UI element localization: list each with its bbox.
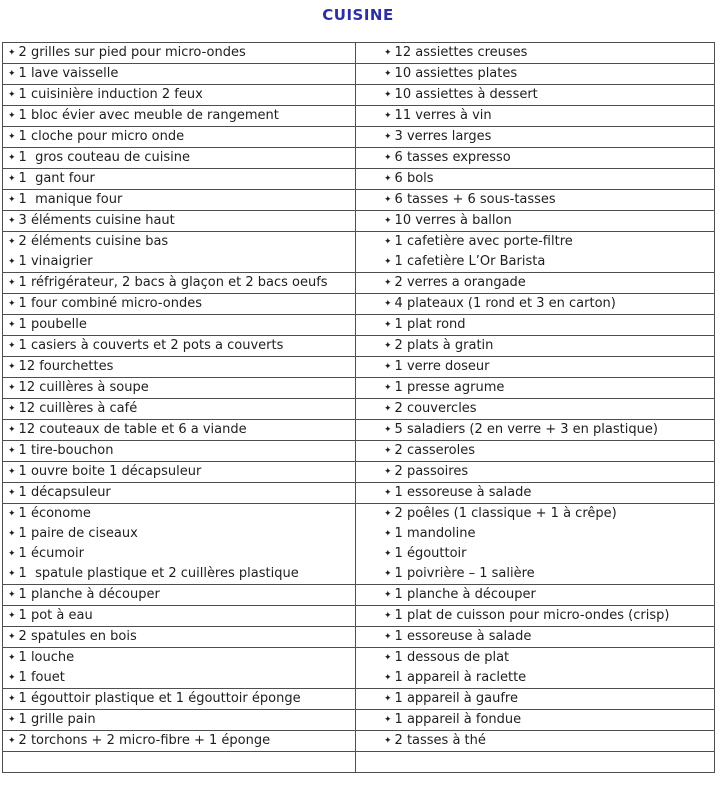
item-text: 1 essoreuse à salade: [394, 629, 532, 644]
bullet-icon: ✦: [8, 425, 16, 435]
item-text: 1 écumoir: [18, 546, 84, 561]
list-line: [8, 127, 355, 147]
bullet-icon: ✦: [8, 237, 16, 247]
bullet-icon: ✦: [8, 153, 16, 163]
table-row: [3, 483, 714, 504]
table-cell-left: [3, 399, 356, 419]
bullet-icon: ✦: [384, 488, 392, 498]
list-line: [8, 315, 355, 335]
table-cell-left: [3, 43, 356, 63]
table-cell-right: [356, 378, 714, 398]
bullet-icon: ✦: [8, 48, 16, 58]
item-text: 10 assiettes plates: [394, 66, 518, 81]
bullet-icon: ✦: [384, 257, 392, 267]
bullet-icon: ✦: [384, 341, 392, 351]
list-line: [8, 294, 355, 314]
item-text: 1 four combiné micro-ondes: [18, 296, 203, 311]
item-text: 2 plats à gratin: [394, 338, 494, 353]
bullet-icon: ✦: [8, 673, 16, 683]
bullet-icon: ✦: [384, 425, 392, 435]
list-line: [384, 148, 714, 168]
table-row: [3, 169, 714, 190]
item-text: 12 cuillères à soupe: [18, 380, 149, 395]
item-text: 2 tasses à thé: [394, 733, 486, 748]
list-line: [8, 483, 355, 503]
item-text: 1 appareil à fondue: [394, 712, 522, 727]
bullet-icon: ✦: [384, 174, 392, 184]
bullet-icon: ✦: [8, 174, 16, 184]
list-line: [8, 524, 355, 544]
table-cell-right: [356, 106, 714, 126]
table-row: [3, 273, 714, 294]
table-cell-left: [3, 752, 356, 772]
table-cell-left: [3, 483, 356, 503]
list-line: [384, 752, 714, 772]
list-line: [384, 420, 714, 440]
item-text: 1 louche: [18, 650, 75, 665]
item-text: 1 presse agrume: [394, 380, 505, 395]
table-cell-right: [356, 315, 714, 335]
list-line: [384, 315, 714, 335]
bullet-icon: ✦: [8, 111, 16, 121]
bullet-icon: ✦: [8, 90, 16, 100]
list-line: [384, 689, 714, 709]
bullet-icon: ✦: [384, 653, 392, 663]
table-cell-left: [3, 273, 356, 293]
list-line: [8, 399, 355, 419]
bullet-icon: ✦: [8, 216, 16, 226]
item-text: 1 plat de cuisson pour micro-ondes (crisp): [394, 608, 670, 623]
table-cell-left: [3, 85, 356, 105]
item-text: 1 manique four: [18, 192, 123, 207]
bullet-icon: ✦: [8, 715, 16, 725]
bullet-icon: ✦: [384, 320, 392, 330]
item-text: 1 ouvre boite 1 décapsuleur: [18, 464, 202, 479]
table-cell-right: [356, 85, 714, 105]
list-line: [8, 190, 355, 210]
item-text: 1 bloc évier avec meuble de rangement: [18, 108, 279, 123]
item-text: 1 gros couteau de cuisine: [18, 150, 191, 165]
list-line: [384, 441, 714, 461]
item-text: 1 planche à découper: [394, 587, 536, 602]
list-line: [8, 336, 355, 356]
table-row: [3, 399, 714, 420]
table-cell-left: [3, 232, 356, 272]
table-cell-right: [356, 148, 714, 168]
list-line: [384, 606, 714, 626]
table-cell-left: [3, 731, 356, 751]
bullet-icon: ✦: [384, 195, 392, 205]
table-cell-right: [356, 43, 714, 63]
table-cell-right: [356, 420, 714, 440]
list-line: [384, 211, 714, 231]
item-text: 1 tire-bouchon: [18, 443, 114, 458]
table-row: [3, 606, 714, 627]
table-cell-right: [356, 504, 714, 584]
table-cell-left: [3, 420, 356, 440]
list-line: [8, 420, 355, 440]
table-cell-left: [3, 648, 356, 688]
table-cell-right: [356, 483, 714, 503]
list-line: [8, 232, 355, 252]
bullet-icon: ✦: [8, 299, 16, 309]
list-line: [384, 564, 714, 584]
table-row: [3, 315, 714, 336]
item-text: 6 tasses + 6 sous-tasses: [394, 192, 556, 207]
table-row: [3, 731, 714, 752]
item-text: 2 passoires: [394, 464, 469, 479]
item-text: 1 planche à découper: [18, 587, 160, 602]
list-line: [384, 585, 714, 605]
table-cell-right: [356, 585, 714, 605]
list-line: [384, 106, 714, 126]
table-cell-left: [3, 127, 356, 147]
inventory-table: [2, 42, 715, 773]
table-row: [3, 211, 714, 232]
table-cell-left: [3, 441, 356, 461]
list-line: [384, 252, 714, 272]
bullet-icon: ✦: [8, 529, 16, 539]
bullet-icon: ✦: [8, 569, 16, 579]
item-text: 1 cuisinière induction 2 feux: [18, 87, 203, 102]
table-cell-left: [3, 294, 356, 314]
list-line: [384, 127, 714, 147]
bullet-icon: ✦: [8, 195, 16, 205]
bullet-icon: ✦: [8, 467, 16, 477]
table-cell-right: [356, 294, 714, 314]
item-text: 2 couvercles: [394, 401, 477, 416]
list-line: [384, 648, 714, 668]
table-cell-right: [356, 462, 714, 482]
list-line: [8, 504, 355, 524]
list-line: [384, 544, 714, 564]
list-line: [384, 64, 714, 84]
bullet-icon: ✦: [384, 529, 392, 539]
bullet-icon: ✦: [8, 278, 16, 288]
item-text: 2 spatules en bois: [18, 629, 137, 644]
list-line: [8, 544, 355, 564]
list-line: [8, 606, 355, 626]
table-cell-right: [356, 710, 714, 730]
list-line: [384, 504, 714, 524]
list-line: [8, 357, 355, 377]
item-text: 1 grille pain: [18, 712, 96, 727]
list-line: [8, 710, 355, 730]
bullet-icon: ✦: [8, 257, 16, 267]
table-row: [3, 585, 714, 606]
bullet-icon: ✦: [8, 404, 16, 414]
table-cell-left: [3, 190, 356, 210]
table-cell-right: [356, 64, 714, 84]
list-line: [8, 668, 355, 688]
list-line: [384, 273, 714, 293]
list-line: [384, 85, 714, 105]
bullet-icon: ✦: [8, 653, 16, 663]
item-text: 1 appareil à gaufre: [394, 691, 518, 706]
table-cell-left: [3, 378, 356, 398]
table-cell-left: [3, 585, 356, 605]
item-text: 2 verres a orangade: [394, 275, 526, 290]
bullet-icon: ✦: [384, 446, 392, 456]
table-row: [3, 336, 714, 357]
page-title: CUISINE: [322, 6, 394, 24]
list-line: [384, 357, 714, 377]
bullet-icon: ✦: [8, 488, 16, 498]
table-cell-left: [3, 504, 356, 584]
list-line: [384, 190, 714, 210]
item-text: 1 cafetière L’Or Barista: [394, 254, 546, 269]
list-line: [384, 294, 714, 314]
table-cell-right: [356, 731, 714, 751]
table-row: [3, 648, 714, 689]
table-row: [3, 106, 714, 127]
item-text: 1 gant four: [18, 171, 95, 186]
item-text: 10 verres à ballon: [394, 213, 512, 228]
item-text: 1 fouet: [18, 670, 65, 685]
item-text: 5 saladiers (2 en verre + 3 en plastique): [394, 422, 658, 437]
bullet-icon: ✦: [8, 632, 16, 642]
item-text: 1 cafetière avec porte-filtre: [394, 234, 573, 249]
table-row: [3, 627, 714, 648]
list-line: [384, 232, 714, 252]
list-line: [384, 169, 714, 189]
item-text: 11 verres à vin: [394, 108, 492, 123]
table-row: [3, 378, 714, 399]
table-cell-right: [356, 232, 714, 272]
table-cell-right: [356, 357, 714, 377]
list-line: [8, 106, 355, 126]
bullet-icon: ✦: [384, 549, 392, 559]
bullet-icon: ✦: [8, 549, 16, 559]
item-text: 10 assiettes à dessert: [394, 87, 538, 102]
item-text: 6 bols: [394, 171, 434, 186]
item-text: 1 appareil à raclette: [394, 670, 527, 685]
item-text: 1 égouttoir: [394, 546, 467, 561]
table-cell-left: [3, 211, 356, 231]
list-line: [384, 399, 714, 419]
list-line: [8, 43, 355, 63]
bullet-icon: ✦: [8, 590, 16, 600]
table-cell-right: [356, 336, 714, 356]
list-line: [384, 731, 714, 751]
list-line: [8, 378, 355, 398]
item-text: 12 fourchettes: [18, 359, 114, 374]
bullet-icon: ✦: [8, 383, 16, 393]
item-text: 2 casseroles: [394, 443, 476, 458]
item-text: 1 paire de ciseaux: [18, 526, 138, 541]
bullet-icon: ✦: [384, 111, 392, 121]
item-text: 2 grilles sur pied pour micro-ondes: [18, 45, 246, 60]
table-cell-left: [3, 627, 356, 647]
bullet-icon: ✦: [384, 736, 392, 746]
bullet-icon: ✦: [384, 383, 392, 393]
bullet-icon: ✦: [384, 48, 392, 58]
bullet-icon: ✦: [384, 694, 392, 704]
list-line: [384, 43, 714, 63]
table-row: [3, 148, 714, 169]
list-line: [8, 273, 355, 293]
list-line: [384, 483, 714, 503]
item-text: 1 économe: [18, 506, 91, 521]
item-text: 2 éléments cuisine bas: [18, 234, 169, 249]
table-cell-left: [3, 64, 356, 84]
list-line: [8, 85, 355, 105]
bullet-icon: ✦: [384, 153, 392, 163]
table-cell-left: [3, 336, 356, 356]
table-cell-left: [3, 169, 356, 189]
bullet-icon: ✦: [8, 611, 16, 621]
bullet-icon: ✦: [384, 216, 392, 226]
list-line: [8, 64, 355, 84]
table-cell-left: [3, 148, 356, 168]
item-text: 6 tasses expresso: [394, 150, 511, 165]
table-cell-left: [3, 710, 356, 730]
bullet-icon: ✦: [8, 694, 16, 704]
list-line: [8, 148, 355, 168]
bullet-icon: ✦: [384, 569, 392, 579]
table-row: [3, 64, 714, 85]
list-line: [8, 627, 355, 647]
item-text: 1 égouttoir plastique et 1 égouttoir éponge: [18, 691, 301, 706]
bullet-icon: ✦: [384, 90, 392, 100]
table-cell-right: [356, 273, 714, 293]
bullet-icon: ✦: [8, 446, 16, 456]
table-cell-right: [356, 127, 714, 147]
item-text: 12 couteaux de table et 6 a viande: [18, 422, 247, 437]
item-text: 1 mandoline: [394, 526, 476, 541]
item-text: 2 poêles (1 classique + 1 à crêpe): [394, 506, 617, 521]
bullet-icon: ✦: [8, 509, 16, 519]
list-line: [8, 752, 355, 772]
bullet-icon: ✦: [384, 590, 392, 600]
list-line: [8, 585, 355, 605]
bullet-icon: ✦: [384, 299, 392, 309]
list-line: [384, 378, 714, 398]
list-line: [384, 462, 714, 482]
table-row: [3, 85, 714, 106]
bullet-icon: ✦: [8, 320, 16, 330]
table-row: [3, 752, 714, 773]
table-cell-left: [3, 462, 356, 482]
bullet-icon: ✦: [8, 341, 16, 351]
bullet-icon: ✦: [384, 673, 392, 683]
table-cell-right: [356, 169, 714, 189]
item-text: 3 verres larges: [394, 129, 492, 144]
table-row: [3, 190, 714, 211]
item-text: 1 casiers à couverts et 2 pots a couverts: [18, 338, 284, 353]
list-line: [8, 211, 355, 231]
bullet-icon: ✦: [384, 404, 392, 414]
table-cell-right: [356, 606, 714, 626]
list-line: [8, 169, 355, 189]
table-cell-left: [3, 689, 356, 709]
bullet-icon: ✦: [8, 362, 16, 372]
table-cell-right: [356, 211, 714, 231]
table-row: [3, 357, 714, 378]
table-cell-left: [3, 315, 356, 335]
table-cell-right: [356, 752, 714, 772]
table-row: [3, 710, 714, 731]
table-row: [3, 689, 714, 710]
list-line: [8, 462, 355, 482]
item-text: 1 décapsuleur: [18, 485, 111, 500]
item-text: 1 plat rond: [394, 317, 466, 332]
item-text: 1 poubelle: [18, 317, 87, 332]
list-line: [384, 668, 714, 688]
list-line: [8, 731, 355, 751]
item-text: 12 assiettes creuses: [394, 45, 528, 60]
table-cell-right: [356, 190, 714, 210]
table-cell-left: [3, 357, 356, 377]
list-line: [8, 689, 355, 709]
table-row: [3, 441, 714, 462]
bullet-icon: ✦: [384, 132, 392, 142]
table-cell-right: [356, 648, 714, 688]
bullet-icon: ✦: [384, 69, 392, 79]
item-text: 1 verre doseur: [394, 359, 490, 374]
bullet-icon: ✦: [384, 362, 392, 372]
table-row: [3, 420, 714, 441]
item-text: 1 dessous de plat: [394, 650, 510, 665]
bullet-icon: ✦: [384, 467, 392, 477]
item-text: 1 lave vaisselle: [18, 66, 119, 81]
table-cell-right: [356, 627, 714, 647]
table-row: [3, 504, 714, 585]
table-row: [3, 43, 714, 64]
bullet-icon: ✦: [384, 715, 392, 725]
item-text: 1 poivrière – 1 salière: [394, 566, 535, 581]
table-row: [3, 462, 714, 483]
item-text: 1 essoreuse à salade: [394, 485, 532, 500]
list-line: [8, 441, 355, 461]
list-line: [384, 524, 714, 544]
table-cell-left: [3, 606, 356, 626]
table-cell-right: [356, 689, 714, 709]
table-row: [3, 232, 714, 273]
bullet-icon: ✦: [384, 611, 392, 621]
item-text: 12 cuillères à café: [18, 401, 138, 416]
table-cell-right: [356, 441, 714, 461]
bullet-icon: ✦: [384, 278, 392, 288]
table-cell-right: [356, 399, 714, 419]
bullet-icon: ✦: [384, 237, 392, 247]
table-row: [3, 294, 714, 315]
bullet-icon: ✦: [8, 69, 16, 79]
item-text: 4 plateaux (1 rond et 3 en carton): [394, 296, 616, 311]
list-line: [384, 710, 714, 730]
item-text: 1 cloche pour micro onde: [18, 129, 185, 144]
list-line: [8, 564, 355, 584]
list-line: [8, 252, 355, 272]
list-line: [384, 336, 714, 356]
table-cell-left: [3, 106, 356, 126]
item-text: 1 pot à eau: [18, 608, 93, 623]
bullet-icon: ✦: [384, 509, 392, 519]
item-text: 1 réfrigérateur, 2 bacs à glaçon et 2 bacs oeufs: [18, 275, 328, 290]
bullet-icon: ✦: [8, 132, 16, 142]
list-line: [8, 648, 355, 668]
item-text: 3 éléments cuisine haut: [18, 213, 175, 228]
item-text: 2 torchons + 2 micro-fibre + 1 éponge: [18, 733, 271, 748]
item-text: 1 spatule plastique et 2 cuillères plastique: [18, 566, 299, 581]
bullet-icon: ✦: [8, 736, 16, 746]
bullet-icon: ✦: [384, 632, 392, 642]
table-row: [3, 127, 714, 148]
list-line: [384, 627, 714, 647]
item-text: 1 vinaigrier: [18, 254, 93, 269]
